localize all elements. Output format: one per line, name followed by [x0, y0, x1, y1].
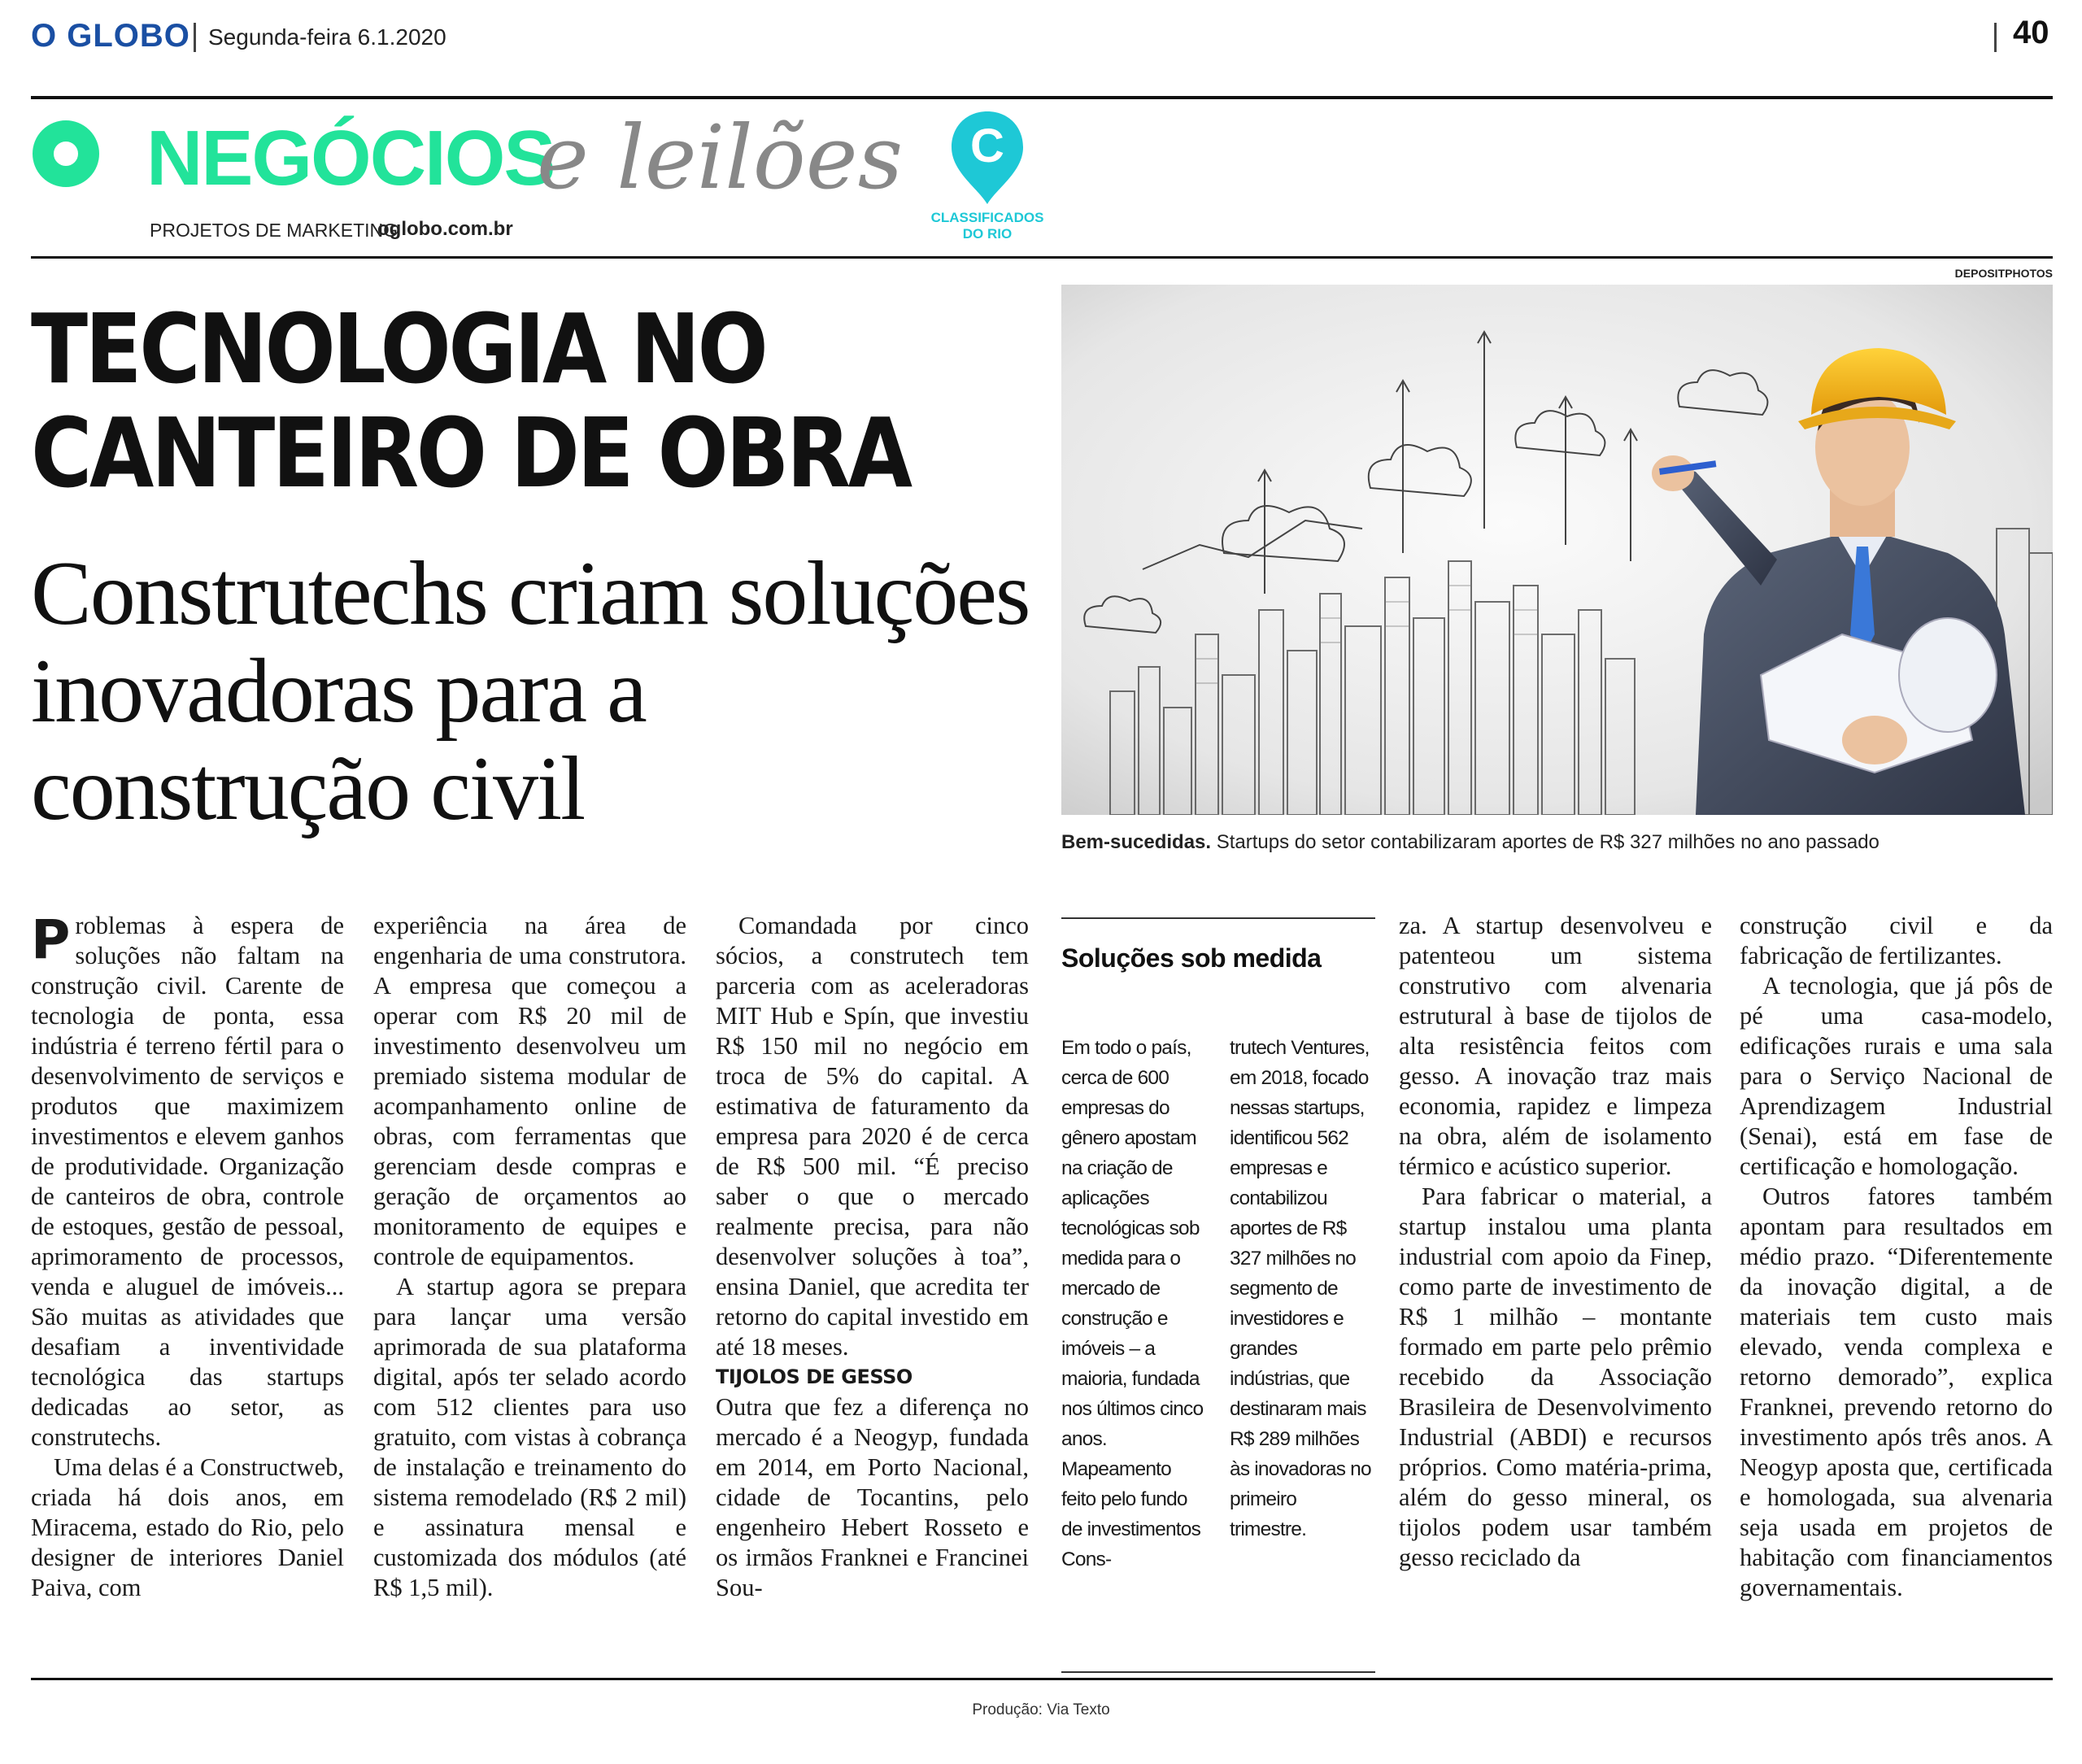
section-subtitle: e leilões: [537, 107, 904, 209]
dropcap: P: [31, 908, 71, 971]
article-column-1: [31, 908, 344, 1603]
section-url[interactable]: oglobo.com.br: [377, 218, 513, 240]
classificados-pin-icon: [948, 110, 1026, 206]
top-rule: [31, 96, 2053, 99]
article-photo: [1061, 285, 2053, 815]
classificados-label: [926, 210, 1049, 242]
caption-text: Startups do setor contabilizaram aportes de R$ 327 milhões no ano passado: [1211, 831, 1879, 853]
article-paragraph: za. A startup desenvolveu e patenteou um sistema construtivo com alvenaria estrutural à base de tijolos de alta resistência feitos com gesso. A inovação traz mais economia, rapidez e limpeza na obra, além de isolamento térmico e acústico superior.: [1399, 912, 1712, 1180]
edition-date: Segunda-feira 6.1.2020: [208, 24, 446, 50]
section-title: NEGÓCIOS: [146, 115, 555, 202]
article-column-3: [716, 911, 1029, 1603]
masthead-divider: [194, 23, 196, 52]
headline-line-1: TECNOLOGIA NO: [31, 293, 766, 405]
caption-lead: Bem-sucedidas.: [1061, 831, 1212, 853]
article-subtitle: TIJOLOS DE GESSO: [716, 1365, 913, 1388]
headline: [31, 293, 910, 509]
photo-credit: DEPOSITPHOTOS: [1954, 267, 2053, 280]
article-paragraph: [31, 908, 344, 1453]
section-rule: [31, 256, 2053, 259]
box-column-1: Em todo o país, cerca de 600 empresas do gênero apostam na criação de aplicações tecnológicas sob medida para o mercado de construção e imóveis – a maioria, fundada nos últimos cinco anos. Mapeamento feito pelo fundo de investimentos Cons-: [1061, 1037, 1204, 1570]
bottom-rule: [31, 1678, 2053, 1680]
production-credit: Produção: Via Texto: [972, 1701, 1110, 1718]
headline-line-2: CANTEIRO DE OBRA: [31, 397, 910, 509]
article-paragraph: A startup agora se prepara para lançar uma versão aprimorada de sua plataforma digital, após ter selado acordo com 512 clientes para uso gratuito, com vistas à cobrança de instalação e treinamento do sistema remodelado (R$ 2 mil) e assinatura mensal e customizada dos módulos (até R$ 1,5 mil).: [373, 1273, 686, 1601]
engineer-skyline-illustration: [1061, 285, 2053, 815]
article-paragraph: Outros fatores também apontam para resultados em médio prazo. “Diferentemente da inovação digital, a de materiais tem custo mais elevado, venda complexa e retorno demorado”, explica Franknei, prevendo retorno do investimento após três anos. A Neogyp aposta que, certificada e homologada, sua alvenaria seja usada em projetos de habitação com financiamentos governamentais.: [1740, 1183, 2053, 1601]
paragraph-text: roblemas à espera de soluções não faltam na construção civil. Carente de tecnologia de ponta, essa indústria é terreno fértil para o desenvolvimento de serviços e produtos que maximizem investimentos e elevem ganhos de produtividade. Organização de canteiros de obra, controle de estoques, gestão de pessoal, aprimoramento de processos, venda e aluguel de imóveis... São muitas as atividades que desafiam a inventividade tecnológica das startups dedicadas ao setor, as construtechs.: [31, 912, 344, 1451]
article-paragraph: A tecnologia, que já pôs de pé uma casa-modelo, edificações rurais e uma sala para o Serviço Nacional de Aprendizagem Industrial (Senai), está em fase de certificação e homologação.: [1740, 972, 2053, 1180]
box-top-rule: [1061, 917, 1375, 919]
subheadline: Construtechs criam soluções inovadoras para a construção civil: [31, 543, 1030, 839]
article-paragraph: construção civil e da fabricação de fertilizantes.: [1740, 912, 2053, 969]
article-column-2: [373, 911, 686, 1603]
section-projects-label: PROJETOS DE MARKETING: [150, 220, 399, 241]
classificados-line-2: DO RIO: [962, 226, 1013, 242]
photo-caption: [1061, 831, 1879, 854]
article-paragraph: experiência na área de engenharia de uma construtora. A empresa que começou a operar com R$ 20 mil de investimento desenvolveu um premiado sistema modular de acompanhamento online de obras, com ferramentas que gerenciam desde compras e geração de orçamentos ao monitoramento de equipes e controle de equipamentos.: [373, 912, 686, 1270]
classificados-line-1: CLASSIFICADOS: [930, 210, 1044, 225]
page-number-divider: [1994, 23, 1997, 52]
globo-logo: O GLOBO: [31, 18, 190, 54]
section-logo-ring-icon: [33, 120, 99, 187]
classificados-letter: C: [970, 120, 1004, 172]
article-paragraph: Comandada por cinco sócios, a construtech tem parceria com as aceleradoras MIT Hub e Spín, que investiu R$ 150 mil no negócio em troca de 5% do capital. A estimativa de faturamento da empresa para 2020 é de cerca de R$ 500 mil. “É preciso saber o que o mercado realmente precisa, para não desenvolver soluções à toa”, ensina Daniel, que acredita ter retorno do capital investido em até 18 meses.: [716, 912, 1029, 1361]
article-paragraph: Uma delas é a Constructweb, criada há dois anos, em Miracema, estado do Rio, pelo designer de interiores Daniel Paiva, com: [31, 1453, 344, 1601]
article-column-6: [1740, 911, 2053, 1603]
article-paragraph: Outra que fez a diferença no mercado é a Neogyp, fundada em 2014, em Porto Nacional, cidade de Tocantins, pelo engenheiro Hebert Rosseto e os irmãos Franknei e Francinei Sou-: [716, 1393, 1029, 1601]
box-title: Soluções sob medida: [1061, 943, 1322, 973]
article-column-5: [1399, 911, 1712, 1573]
box-bottom-rule: [1061, 1671, 1375, 1673]
page-number: 40: [2013, 15, 2049, 50]
box-column-2: trutech Ventures, em 2018, focado nessas startups, identificou 562 empresas e contabilizou aportes de R$ 327 milhões no segmento de investidores e grandes indústrias, que destinaram mais R$ 289 milhões às inovadoras no primeiro trimestre.: [1230, 1037, 1371, 1540]
article-paragraph: Para fabricar o material, a startup instalou uma planta industrial com apoio da Finep, como parte de investimento de R$ 1 milhão – montante formado em parte pelo prêmio recebido da Associação Brasileira de Desenvolvimento Industrial (ABDI) e recursos próprios. Como matéria-prima, além do gesso mineral, os tijolos podem usar também gesso reciclado da: [1399, 1183, 1712, 1571]
